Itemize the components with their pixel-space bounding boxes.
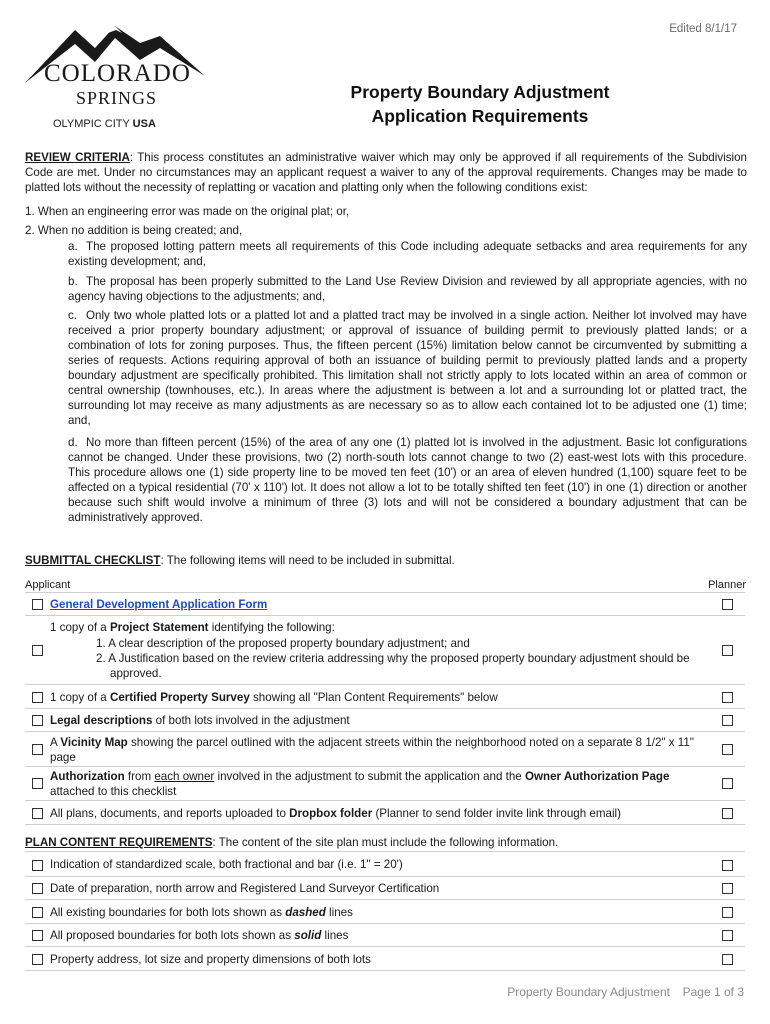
plan-row3-pre: All existing boundaries for both lots shown as (50, 906, 286, 919)
row6-bold2: Owner Authorization Page (524, 770, 670, 783)
applicant-checkbox-dropbox[interactable] (32, 808, 43, 819)
submittal-checklist-text: : The following items will need to be included in submittal. (160, 554, 455, 567)
row6-mid1: from (124, 770, 155, 783)
checklist-item-project-statement (50, 620, 705, 635)
criteria-sub-d (68, 435, 747, 525)
applicant-checkbox-property-address[interactable] (32, 954, 43, 965)
criteria-sub-c (68, 308, 747, 428)
row-divider (25, 800, 745, 801)
applicant-checkbox-legal-descriptions[interactable] (32, 715, 43, 726)
checklist-item-vicinity-map (50, 735, 705, 765)
row-divider (25, 615, 745, 616)
sub-a-text: The proposed lotting pattern meets all requirements of this Code including adequate setbacks and area requirements for any existing development; and, (68, 240, 747, 268)
footer-page-number: Page 1 of 3 (682, 985, 744, 999)
plan-item-existing-boundaries (50, 905, 705, 920)
applicant-checkbox-proposed-boundaries[interactable] (32, 930, 43, 941)
sub-a-label: a. (68, 240, 78, 253)
sub-d-label: d. (68, 436, 78, 449)
row6-mid2: involved in the adjustment to submit the application and the (214, 770, 525, 783)
planner-checkbox-vicinity-map[interactable] (722, 744, 733, 755)
project-statement-item-1: 1. A clear description of the proposed property boundary adjustment; and (96, 637, 470, 650)
row6-post: attached to this checklist (50, 785, 177, 798)
plan-content-intro (25, 835, 747, 850)
planner-checkbox-existing-boundaries[interactable] (722, 907, 733, 918)
planner-checkbox-property-address[interactable] (722, 954, 733, 965)
plan-row4-em: solid (294, 929, 322, 942)
submittal-checklist-intro (25, 553, 747, 568)
applicant-checkbox-date-north-arrow[interactable] (32, 883, 43, 894)
row-divider (25, 899, 745, 900)
checklist-item-application-form (50, 597, 705, 612)
submittal-checklist-label: SUBMITTAL CHECKLIST (25, 554, 161, 567)
row2-post: identifying the following: (208, 621, 335, 634)
criteria-sub-b (68, 274, 747, 304)
row6-bold: Authorization (50, 770, 125, 783)
row7-pre: All plans, documents, and reports uploaded to (50, 807, 290, 820)
row-divider (25, 684, 745, 685)
logo-colorado: COLORADO (44, 60, 191, 87)
applicant-checkbox-property-survey[interactable] (32, 692, 43, 703)
plan-item-date-north-arrow: Date of preparation, north arrow and Registered Land Surveyor Certification (50, 882, 440, 895)
plan-item-property-address: Property address, lot size and property dimensions of both lots (50, 953, 371, 966)
row3-pre: 1 copy of a (50, 691, 110, 704)
criteria-item-1: 1. When an engineering error was made on the original plat; or, (25, 205, 350, 218)
plan-row4-post: lines (321, 929, 349, 942)
row5-pre: A (50, 736, 61, 749)
row5-post: showing the parcel outlined with the adjacent streets within the neighborhood noted on a separate 8 1/2" x 11" page (50, 736, 694, 764)
planner-checkbox-scale[interactable] (722, 860, 733, 871)
logo-springs: SPRINGS (76, 88, 158, 108)
planner-checkbox-project-statement[interactable] (722, 645, 733, 656)
applicant-checkbox-authorization[interactable] (32, 778, 43, 789)
review-criteria-text: : This process constitutes an administrative waiver which may only be approved if all requirements of the Subdivision Code are met. Under no circumstances may an applicant request a waiver to any of the approval requirements. Changes may be made to platted lots without the necessity of replatting or vacation and platting only when the following conditions exist: (25, 151, 747, 194)
title-line-2: Application Requirements (371, 106, 589, 126)
criteria-sub-a (68, 239, 747, 269)
planner-checkbox-legal-descriptions[interactable] (722, 715, 733, 726)
checklist-item-legal-descriptions (50, 713, 705, 728)
row-divider (25, 876, 745, 877)
row-divider (25, 708, 745, 709)
row-divider (25, 824, 745, 825)
row6-underline: each owner (154, 770, 215, 783)
planner-checkbox-property-survey[interactable] (722, 692, 733, 703)
plan-row3-em: dashed (285, 906, 326, 919)
applicant-checkbox-project-statement[interactable] (32, 645, 43, 656)
logo-usa: USA (132, 118, 156, 130)
planner-checkbox-date-north-arrow[interactable] (722, 883, 733, 894)
applicant-checkbox-existing-boundaries[interactable] (32, 907, 43, 918)
checklist-item-property-survey (50, 690, 705, 705)
sub-b-label: b. (68, 275, 78, 288)
criteria-item-2: 2. When no addition is being created; and, (25, 224, 243, 237)
plan-row3-post: lines (325, 906, 353, 919)
checklist-item-dropbox (50, 806, 705, 821)
row4-bold: Legal descriptions (50, 714, 153, 727)
plan-item-proposed-boundaries (50, 928, 705, 943)
sub-d-text: No more than fifteen percent (15%) of the area of any one (1) platted lot is involved in the adjustment. Basic lot configurations cannot be changed. Under these provisions, two (2) north-south lots cannot change to two (2) east-west lots with this procedure. This procedure allows one (1) side property line to be moved ten feet (10') or an area of eleven hundred (1,100) square feet to be affected on a typical residential (70' x 110') lot. It does not allow a lot to be totally shifted ten feet (10') in one (1) direction or another because such shift would involve a minimum of three (3) lots and will not be considered a boundary adjustment that can be administratively approved. (68, 436, 747, 524)
project-statement-item-2: 2. A Justification based on the review criteria addressing why the proposed property boundary adjustment should be approved. (96, 652, 690, 680)
row7-bold: Dropbox folder (289, 807, 373, 820)
plan-item-scale: Indication of standardized scale, both fractional and bar (i.e. 1" = 20') (50, 858, 403, 871)
row3-post: showing all "Plan Content Requirements" below (249, 691, 498, 704)
planner-column-header: Planner (708, 579, 746, 591)
row-divider (25, 766, 745, 767)
page-title (300, 80, 660, 128)
footer-title: Property Boundary Adjustment (507, 985, 670, 999)
applicant-checkbox-vicinity-map[interactable] (32, 744, 43, 755)
title-line-1: Property Boundary Adjustment (350, 82, 610, 102)
row2-bold: Project Statement (109, 621, 209, 634)
sub-c-label: c. (68, 309, 78, 322)
application-form-link[interactable]: General Development Application Form (50, 598, 268, 611)
sub-c-text: Only two whole platted lots or a platted lot and a platted tract may be involved in a single action. Neither lot involved may have received a prior property boundary adjustment; or approval of issuance of building permit to previously platted lands; or a combination of lots for zoning purposes. Thus, the fifteen percent (15%) limitation below cannot be circumvented by submitting a series of requests. Actions requiring approval of both an issuance of building permit to previously platted lands and a property boundary adjustment are specifically prohibited. This limitation shall not strictly apply to lots located within an area of common or central ownership (townhouses, etc.). In areas where the adjustment is between a lot and a surrounding lot or platted tract, the surrounding lot may receive as many adjustments as are necessary so as to allow each contained lot to be adjusted one (1) time; and, (68, 309, 747, 427)
applicant-column-header: Applicant (25, 579, 71, 591)
row3-bold: Certified Property Survey (109, 691, 250, 704)
review-criteria-intro (25, 150, 747, 195)
planner-checkbox-proposed-boundaries[interactable] (722, 930, 733, 941)
row-divider (25, 923, 745, 924)
logo-tagline (53, 117, 156, 132)
logo-olympic-city: OLYMPIC CITY (53, 118, 130, 130)
row7-post: (Planner to send folder invite link through email) (372, 807, 621, 820)
applicant-checkbox-application-form[interactable] (32, 599, 43, 610)
checklist-item-authorization (50, 769, 705, 799)
row-divider (25, 946, 745, 947)
row5-bold: Vicinity Map (60, 736, 128, 749)
city-logo (20, 18, 210, 133)
row-divider (25, 851, 745, 852)
row4-post: of both lots involved in the adjustment (152, 714, 350, 727)
row-divider (25, 970, 745, 971)
row-divider (25, 592, 745, 593)
row2-pre: 1 copy of a (50, 621, 110, 634)
plan-content-text: : The content of the site plan must include the following information. (212, 836, 559, 849)
review-criteria-label: REVIEW CRITERIA (25, 151, 130, 164)
edited-date: Edited 8/1/17 (669, 23, 737, 35)
planner-checkbox-application-form[interactable] (722, 599, 733, 610)
plan-row4-pre: All proposed boundaries for both lots shown as (50, 929, 295, 942)
row-divider (25, 731, 745, 732)
plan-content-label: PLAN CONTENT REQUIREMENTS (25, 836, 213, 849)
applicant-checkbox-scale[interactable] (32, 860, 43, 871)
planner-checkbox-dropbox[interactable] (722, 808, 733, 819)
planner-checkbox-authorization[interactable] (722, 778, 733, 789)
sub-b-text: The proposal has been properly submitted to the Land Use Review Division and reviewed by all appropriate agencies, with no agency having objections to the adjustments; and, (68, 275, 747, 303)
